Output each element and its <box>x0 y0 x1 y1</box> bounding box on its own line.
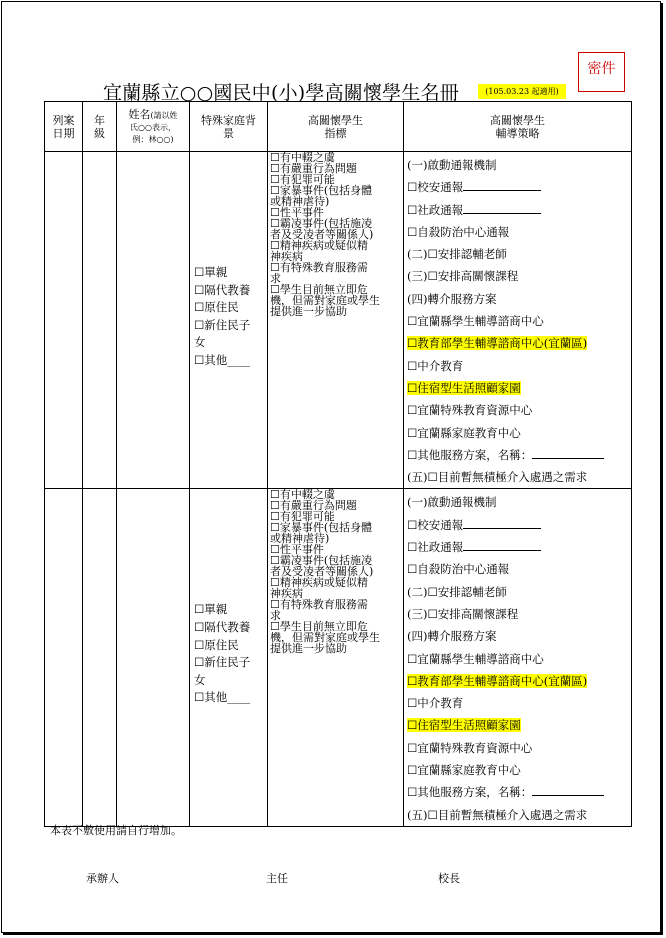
indicator-option[interactable]: ☐霸凌事件(包括施凌 <box>270 554 373 568</box>
header-strategies: 高關懷學生 輔導策略 <box>404 102 632 152</box>
indicator-option[interactable]: ☐有特殊教育服務需 <box>270 598 368 612</box>
indicator-option[interactable]: ☐學生目前無立即危 <box>270 283 368 296</box>
fill-in-blank[interactable] <box>463 517 541 529</box>
strategy-option <box>407 154 631 176</box>
background-option[interactable]: ☐新住民子 <box>194 655 251 670</box>
indicator-option: 求 <box>270 609 281 623</box>
strategy-label: (三)☐安排高關懷課程 <box>407 606 519 621</box>
footer-note: 本表不敷使用請自行增加。 <box>50 824 182 837</box>
strategy-option[interactable] <box>407 759 631 781</box>
signature-principal: 校長 <box>438 872 460 885</box>
fill-in-blank[interactable] <box>463 539 541 551</box>
background-option[interactable]: ☐隔代教養 <box>194 620 251 635</box>
indicator-option: 者及受凌者等關係人) <box>270 565 374 579</box>
strategy-option[interactable] <box>407 221 631 243</box>
strategy-label: (一)啟動通報機制 <box>407 158 497 172</box>
indicator-option[interactable]: ☐有犯罪可能 <box>270 510 335 524</box>
indicators-cell <box>268 489 404 826</box>
strategy-label: ☐宜蘭縣家庭教育中心 <box>407 425 521 440</box>
fill-in-blank[interactable] <box>463 202 541 214</box>
strategy-option[interactable] <box>407 536 631 558</box>
indicator-option: 機，但需對家庭或學生 <box>270 294 380 307</box>
name-cell[interactable] <box>117 489 190 826</box>
strategy-label: ☐自殺防治中心通報 <box>407 224 510 239</box>
indicator-option: 機，但需對家庭或學生 <box>270 631 380 645</box>
strategy-label: ☐住宿型生活照顧家園 <box>407 380 521 395</box>
fill-in-blank[interactable] <box>463 179 541 191</box>
header-row <box>45 102 632 152</box>
strategy-option[interactable] <box>407 310 631 332</box>
background-option[interactable]: ☐其他____ <box>194 690 251 705</box>
strategy-label: (二)☐安排認輔老師 <box>407 584 507 599</box>
strategy-label: ☐教育部學生輔導諮商中心(宜蘭區) <box>407 673 588 688</box>
strategy-option[interactable] <box>407 737 631 759</box>
strategy-label: ☐校安通報 <box>407 180 464 195</box>
header-name: 姓名(請以姓 氏○○表示， 例：林○○) <box>117 102 190 152</box>
background-option[interactable]: ☐新住民子 <box>194 317 251 332</box>
indicator-option[interactable]: ☐有特殊教育服務需 <box>270 261 368 274</box>
strategies-cell <box>404 489 632 826</box>
signature-handler: 承辦人 <box>86 872 119 885</box>
strategy-option[interactable] <box>407 670 631 692</box>
strategy-option <box>407 625 631 647</box>
indicator-option[interactable]: ☐有嚴重行為問題 <box>270 162 357 175</box>
strategy-label: (四)轉介服務方案 <box>407 629 497 644</box>
strategy-label: ☐其他服務方案，名稱： <box>407 785 533 800</box>
strategy-label: ☐中介教育 <box>407 358 464 373</box>
strategy-option[interactable] <box>407 692 631 714</box>
fill-in-blank[interactable] <box>532 784 604 796</box>
strategy-label: (四)轉介服務方案 <box>407 291 497 306</box>
header-case-date: 列案 日期 <box>45 102 83 152</box>
indicator-option[interactable]: ☐精神疾病或疑似精 <box>270 239 368 252</box>
strategy-option[interactable] <box>407 399 631 421</box>
strategy-option[interactable] <box>407 199 631 221</box>
name-cell[interactable] <box>117 152 190 489</box>
strategy-label: (五)☐目前暫無積極介入處遇之需求 <box>407 807 588 822</box>
indicator-option[interactable]: ☐性平事件 <box>270 206 324 219</box>
background-option: 女 <box>194 335 206 350</box>
grade-cell[interactable] <box>83 152 117 489</box>
strategy-option[interactable] <box>407 265 631 287</box>
student-row <box>45 489 632 826</box>
indicator-option: 神疾病 <box>270 587 303 601</box>
grade-cell[interactable] <box>83 489 117 826</box>
strategy-label: ☐其他服務方案，名稱： <box>407 447 533 462</box>
background-option[interactable]: ☐原住民 <box>194 637 239 652</box>
strategy-label: ☐社政通報 <box>407 540 464 555</box>
strategy-option[interactable] <box>407 514 631 536</box>
strategy-label: ☐宜蘭特殊教育資源中心 <box>407 740 533 755</box>
strategy-option[interactable] <box>407 558 631 580</box>
case-date-cell[interactable] <box>45 489 83 826</box>
strategy-option[interactable] <box>407 714 631 736</box>
strategy-label: ☐宜蘭縣家庭教育中心 <box>407 763 521 778</box>
indicator-option[interactable]: ☐霸凌事件(包括施凌 <box>270 217 373 230</box>
indicator-option[interactable]: ☐有中輟之虞 <box>270 151 335 164</box>
effective-date-note: (105.03.23 起適用) <box>478 84 566 99</box>
family-background-cell <box>190 489 268 826</box>
background-option[interactable]: ☐單親 <box>194 265 228 279</box>
header-indicators: 高關懷學生 指標 <box>268 102 404 152</box>
indicator-option[interactable]: ☐學生目前無立即危 <box>270 620 368 634</box>
background-option[interactable]: ☐原住民 <box>194 300 239 315</box>
student-row <box>45 152 632 489</box>
case-date-cell[interactable] <box>45 152 83 489</box>
student-roster-table <box>44 101 632 827</box>
background-option[interactable]: ☐單親 <box>194 602 228 617</box>
strategy-label: (一)啟動通報機制 <box>407 495 497 510</box>
indicator-option: 或精神虐待) <box>270 532 330 546</box>
strategy-label: ☐宜蘭縣學生輔導諮商中心 <box>407 651 544 666</box>
header-family-background: 特殊家庭背 景 <box>190 102 268 152</box>
strategy-label: (五)☐目前暫無積極介入處遇之需求 <box>407 470 588 485</box>
strategy-option[interactable] <box>407 444 631 466</box>
strategy-label: (三)☐安排高關懷課程 <box>407 269 519 284</box>
strategy-option[interactable] <box>407 377 631 399</box>
strategy-option <box>407 491 631 513</box>
strategy-label: ☐教育部學生輔導諮商中心(宜蘭區) <box>407 336 588 351</box>
signature-director: 主任 <box>266 872 288 885</box>
background-option[interactable]: ☐隔代教養 <box>194 282 251 297</box>
fill-in-blank[interactable] <box>532 447 604 459</box>
strategy-label: ☐社政通報 <box>407 202 464 217</box>
strategy-option[interactable] <box>407 422 631 444</box>
strategy-option[interactable] <box>407 603 631 625</box>
indicator-option[interactable]: ☐有犯罪可能 <box>270 173 335 186</box>
strategy-label: (二)☐安排認輔老師 <box>407 247 507 262</box>
indicator-option[interactable]: ☐家暴事件(包括身體 <box>270 521 373 535</box>
strategy-option[interactable] <box>407 804 631 826</box>
header-grade: 年 級 <box>83 102 117 152</box>
indicator-option: 或精神虐待) <box>270 195 330 208</box>
strategy-option[interactable] <box>407 355 631 377</box>
indicator-option[interactable]: ☐性平事件 <box>270 543 324 557</box>
background-option: 女 <box>194 672 206 687</box>
strategy-label: ☐自殺防治中心通報 <box>407 562 510 577</box>
strategy-option[interactable] <box>407 243 631 265</box>
indicator-option[interactable]: ☐家暴事件(包括身體 <box>270 184 373 197</box>
strategy-option[interactable] <box>407 781 631 803</box>
indicators-cell <box>268 152 404 489</box>
background-option[interactable]: ☐其他____ <box>194 352 251 367</box>
indicator-option[interactable]: ☐有中輟之虞 <box>270 488 335 502</box>
document-title: 宜蘭縣立○○國民中(小)學高關懷學生名冊 <box>103 82 459 104</box>
strategy-option <box>407 288 631 310</box>
indicator-option: 者及受凌者等關係人) <box>270 228 374 241</box>
indicator-option: 神疾病 <box>270 250 303 263</box>
confidential-stamp: 密件 <box>578 52 625 92</box>
indicator-option[interactable]: ☐精神疾病或疑似精 <box>270 576 368 590</box>
strategy-label: ☐住宿型生活照顧家園 <box>407 718 521 733</box>
strategy-label: ☐中介教育 <box>407 696 464 711</box>
strategy-label: ☐校安通報 <box>407 517 464 532</box>
indicator-option: 提供進一步協助 <box>270 642 347 656</box>
indicator-option[interactable]: ☐有嚴重行為問題 <box>270 499 357 513</box>
strategy-option[interactable] <box>407 332 631 354</box>
strategy-option[interactable] <box>407 581 631 603</box>
strategy-option[interactable] <box>407 648 631 670</box>
family-background-cell <box>190 152 268 489</box>
strategy-option[interactable] <box>407 176 631 198</box>
indicator-option: 提供進一步協助 <box>270 305 347 318</box>
strategy-label: ☐宜蘭特殊教育資源中心 <box>407 403 533 418</box>
strategies-cell <box>404 152 632 489</box>
indicator-option: 求 <box>270 272 281 285</box>
strategy-option[interactable] <box>407 466 631 488</box>
strategy-label: ☐宜蘭縣學生輔導諮商中心 <box>407 314 544 329</box>
